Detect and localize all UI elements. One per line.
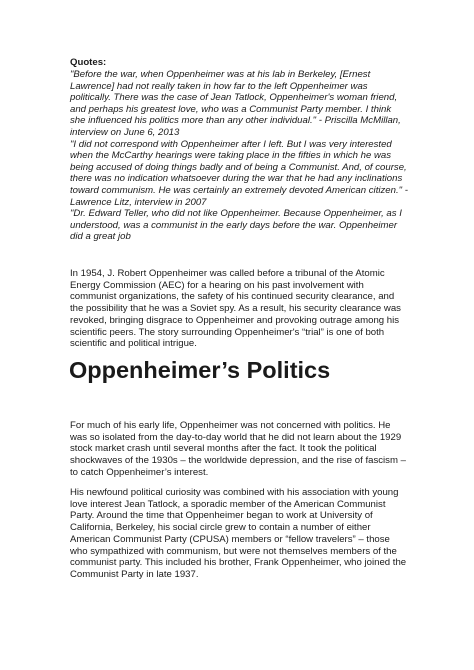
quote-item: "Dr. Edward Teller, who did not like Oppenheimer. Because Oppenheimer, as I understood, was a communist in the early days before the war. Oppenheimer did a great job — [70, 208, 402, 243]
section-heading: Oppenheimer’s Politics — [69, 357, 331, 383]
intro-paragraph: In 1954, J. Robert Oppenheimer was called before a tribunal of the Atomic Energy Commission (AEC) for a hearing on his past involvement with communist organizations, the safety of his continued security clearance, and the possibility that he was a Soviet spy. As a result, his security clearance was revoked, bringing disgrace to Oppenheimer and provoking outrage among his scientific peers. The story surrounding Oppenheimer's “trial” is one of both scientific and political intrigue. — [70, 268, 401, 350]
quotes-label: Quotes: — [70, 57, 107, 68]
body-paragraph: For much of his early life, Oppenheimer was not concerned with politics. He was so isolated from the day-to-day world that he did not learn about the 1929 stock market crash until several months after the fact. It took the political shockwaves of the 1930s – the worldwide depression, and the rise of fascism – to catch Oppenheimer’s interest. — [70, 420, 406, 478]
quote-item: "I did not correspond with Oppenheimer after I left. But I was very interested when the McCarthy hearings were taking place in the fifties in which he was being accused of doing things badly and of being a Communist. And, of course, there was no indication whatsoever during the war that he had any inclinations toward communism. He was certainly an extremely devoted American citizen." - Lawrence Litz, interview in 2007 — [70, 138, 408, 208]
body-paragraph: His newfound political curiosity was combined with his association with young love interest Jean Tatlock, a sporadic member of the American Communist Party. Around the time that Oppenheimer began to work at University of California, Berkeley, his social circle grew to contain a number of either American Communist Party (CPUSA) members or “fellow travelers” – those who sympathized with communism, but were not themselves members of the communist party. This included his brother, Frank Oppenheimer, who joined the Communist Party in late 1937. — [70, 487, 407, 580]
quote-item: "Before the war, when Oppenheimer was at his lab in Berkeley, [Ernest Lawrence] had not really taken in how far to the left Oppenheimer was politically. There was the case of Jean Tatlock, Oppenheimer's woman friend, and perhaps his greatest love, who was a Communist Party member. I think she influenced his politics more than any other individual." - Priscilla McMillan, interview on June 6, 2013 — [70, 69, 401, 138]
quotes-list — [70, 69, 408, 243]
